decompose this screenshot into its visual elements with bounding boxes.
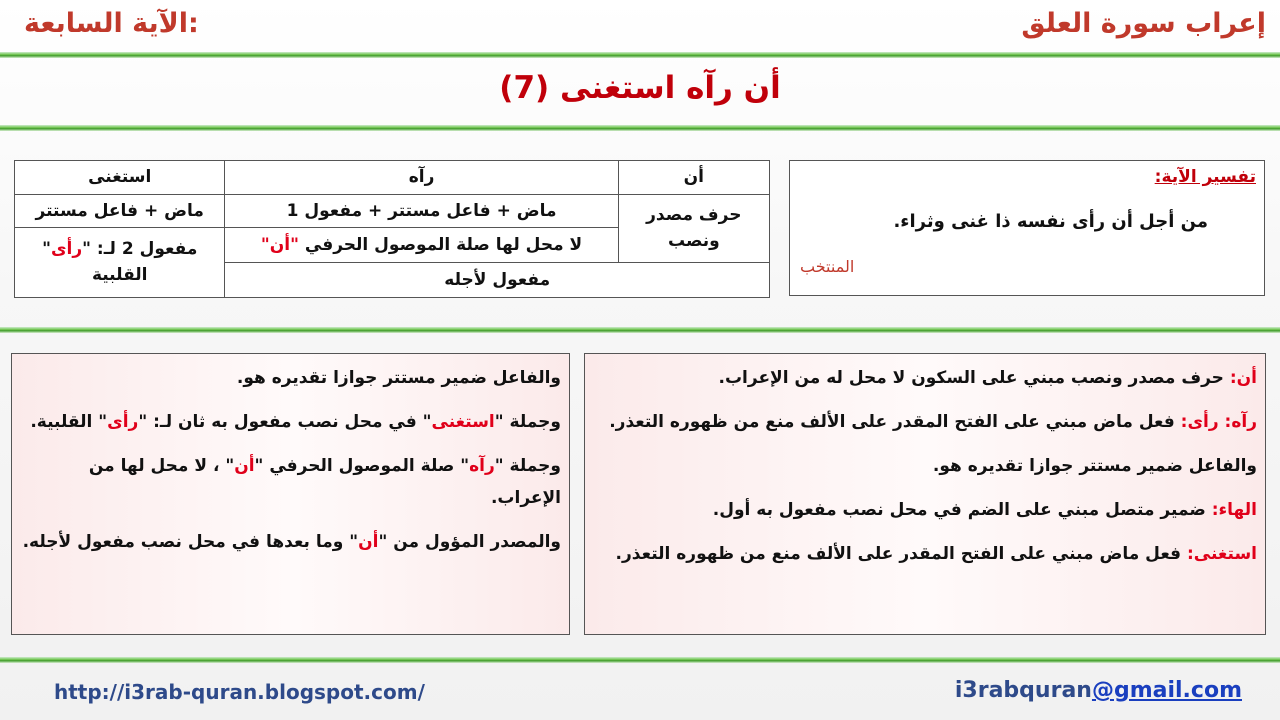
- table-cell-text: " القلبية: [42, 239, 148, 286]
- mid-divider: [0, 327, 1280, 333]
- irab-text: " صلة الموصول الحرفي ": [254, 456, 470, 476]
- irab-detail-right: [584, 353, 1266, 635]
- irab-word-label: استغنى:: [1186, 544, 1257, 564]
- table-cell-an: حرف مصدر ونصب: [618, 194, 769, 262]
- table-cell-red: "أن": [260, 234, 299, 255]
- irab-text: " في محل نصب مفعول به ثان لـ: ": [138, 412, 432, 432]
- irab-text: وجملة ": [494, 456, 561, 476]
- irab-paragraph: [595, 494, 1257, 526]
- irab-text: " وما بعدها في محل نصب مفعول لأجله.: [22, 532, 359, 552]
- irab-text: والفاعل ضمير مستتر جوازا تقديره هو.: [932, 456, 1257, 476]
- table-cell-raahu-2: [225, 227, 618, 262]
- table-cell-text: لا محل لها صلة الموصول الحرفي: [298, 234, 583, 255]
- header-divider: [0, 52, 1280, 58]
- irab-paragraph: [22, 406, 561, 438]
- irab-paragraph: [22, 526, 561, 558]
- table-head-istaghna: استغنى: [15, 161, 225, 195]
- irab-detail-left: [11, 353, 570, 635]
- ayah-label: الآية السابعة:: [24, 8, 199, 39]
- table-cell-text: مفعول 2 لـ: ": [82, 239, 198, 260]
- irab-text: ضمير متصل مبني على الضم في محل نصب مفعول به أول.: [712, 500, 1212, 520]
- table-cell-raahu-1: ماض + فاعل مستتر + مفعول 1: [225, 194, 618, 227]
- irab-paragraph: [595, 362, 1257, 394]
- irab-red-word: أن: [234, 456, 255, 476]
- footer-divider: [0, 657, 1280, 663]
- blog-link[interactable]: http://i3rab-quran.blogspot.com/: [54, 680, 425, 704]
- table-head-an: أن: [618, 161, 769, 195]
- irab-text: " القلبية.: [30, 412, 108, 432]
- tafsir-text: من أجل أن رأى نفسه ذا غنى وثراء.: [893, 211, 1208, 232]
- irab-paragraph: [22, 362, 561, 394]
- irab-word-label: أن:: [1229, 368, 1257, 388]
- tafsir-title: تفسير الآية:: [1154, 167, 1256, 187]
- irab-table: [14, 160, 770, 298]
- page-title: أن رآه استغنى (7): [499, 70, 781, 106]
- irab-red-word: رأى: [107, 412, 139, 432]
- email-domain-link[interactable]: @gmail.com: [1091, 678, 1242, 703]
- irab-red-word: استغنى: [431, 412, 495, 432]
- irab-text: " ، لا محل لها من الإعراب.: [88, 456, 561, 508]
- irab-text: فعل ماض مبني على الفتح المقدر على الألف منع من ظهوره التعذر.: [609, 412, 1181, 432]
- irab-red-word: أن: [358, 532, 379, 552]
- email-user: i3rabquran: [954, 678, 1092, 703]
- table-head-raahu: رآه: [225, 161, 618, 195]
- table-cell-istaghna-1: ماض + فاعل مستتر: [15, 194, 225, 227]
- irab-red-word: رآه: [469, 456, 495, 476]
- table-cell-istaghna-2: [15, 227, 225, 297]
- irab-text: فعل ماض مبني على الفتح المقدر على الألف منع من ظهوره التعذر.: [615, 544, 1187, 564]
- surah-title: إعراب سورة العلق: [1021, 8, 1266, 39]
- irab-text: وجملة ": [494, 412, 561, 432]
- irab-paragraph: [595, 406, 1257, 438]
- irab-text: حرف مصدر ونصب مبني على السكون لا محل له من الإعراب.: [718, 368, 1230, 388]
- irab-text: والفاعل ضمير مستتر جوازا تقديره هو.: [236, 368, 561, 388]
- email-address[interactable]: [955, 678, 1242, 703]
- table-cell-mafool-liajlih: مفعول لأجله: [225, 262, 770, 297]
- title-divider: [0, 125, 1280, 131]
- irab-paragraph: [595, 450, 1257, 482]
- irab-paragraph: [595, 538, 1257, 570]
- table-cell-red: رأى: [50, 239, 83, 260]
- tafsir-box: [789, 160, 1265, 296]
- irab-paragraph: [22, 450, 561, 514]
- irab-word-label: الهاء:: [1211, 500, 1257, 520]
- irab-text: والمصدر المؤول من ": [378, 532, 561, 552]
- irab-word-label: رآه: رأى:: [1180, 412, 1257, 432]
- tafsir-source: المنتخب: [800, 257, 855, 276]
